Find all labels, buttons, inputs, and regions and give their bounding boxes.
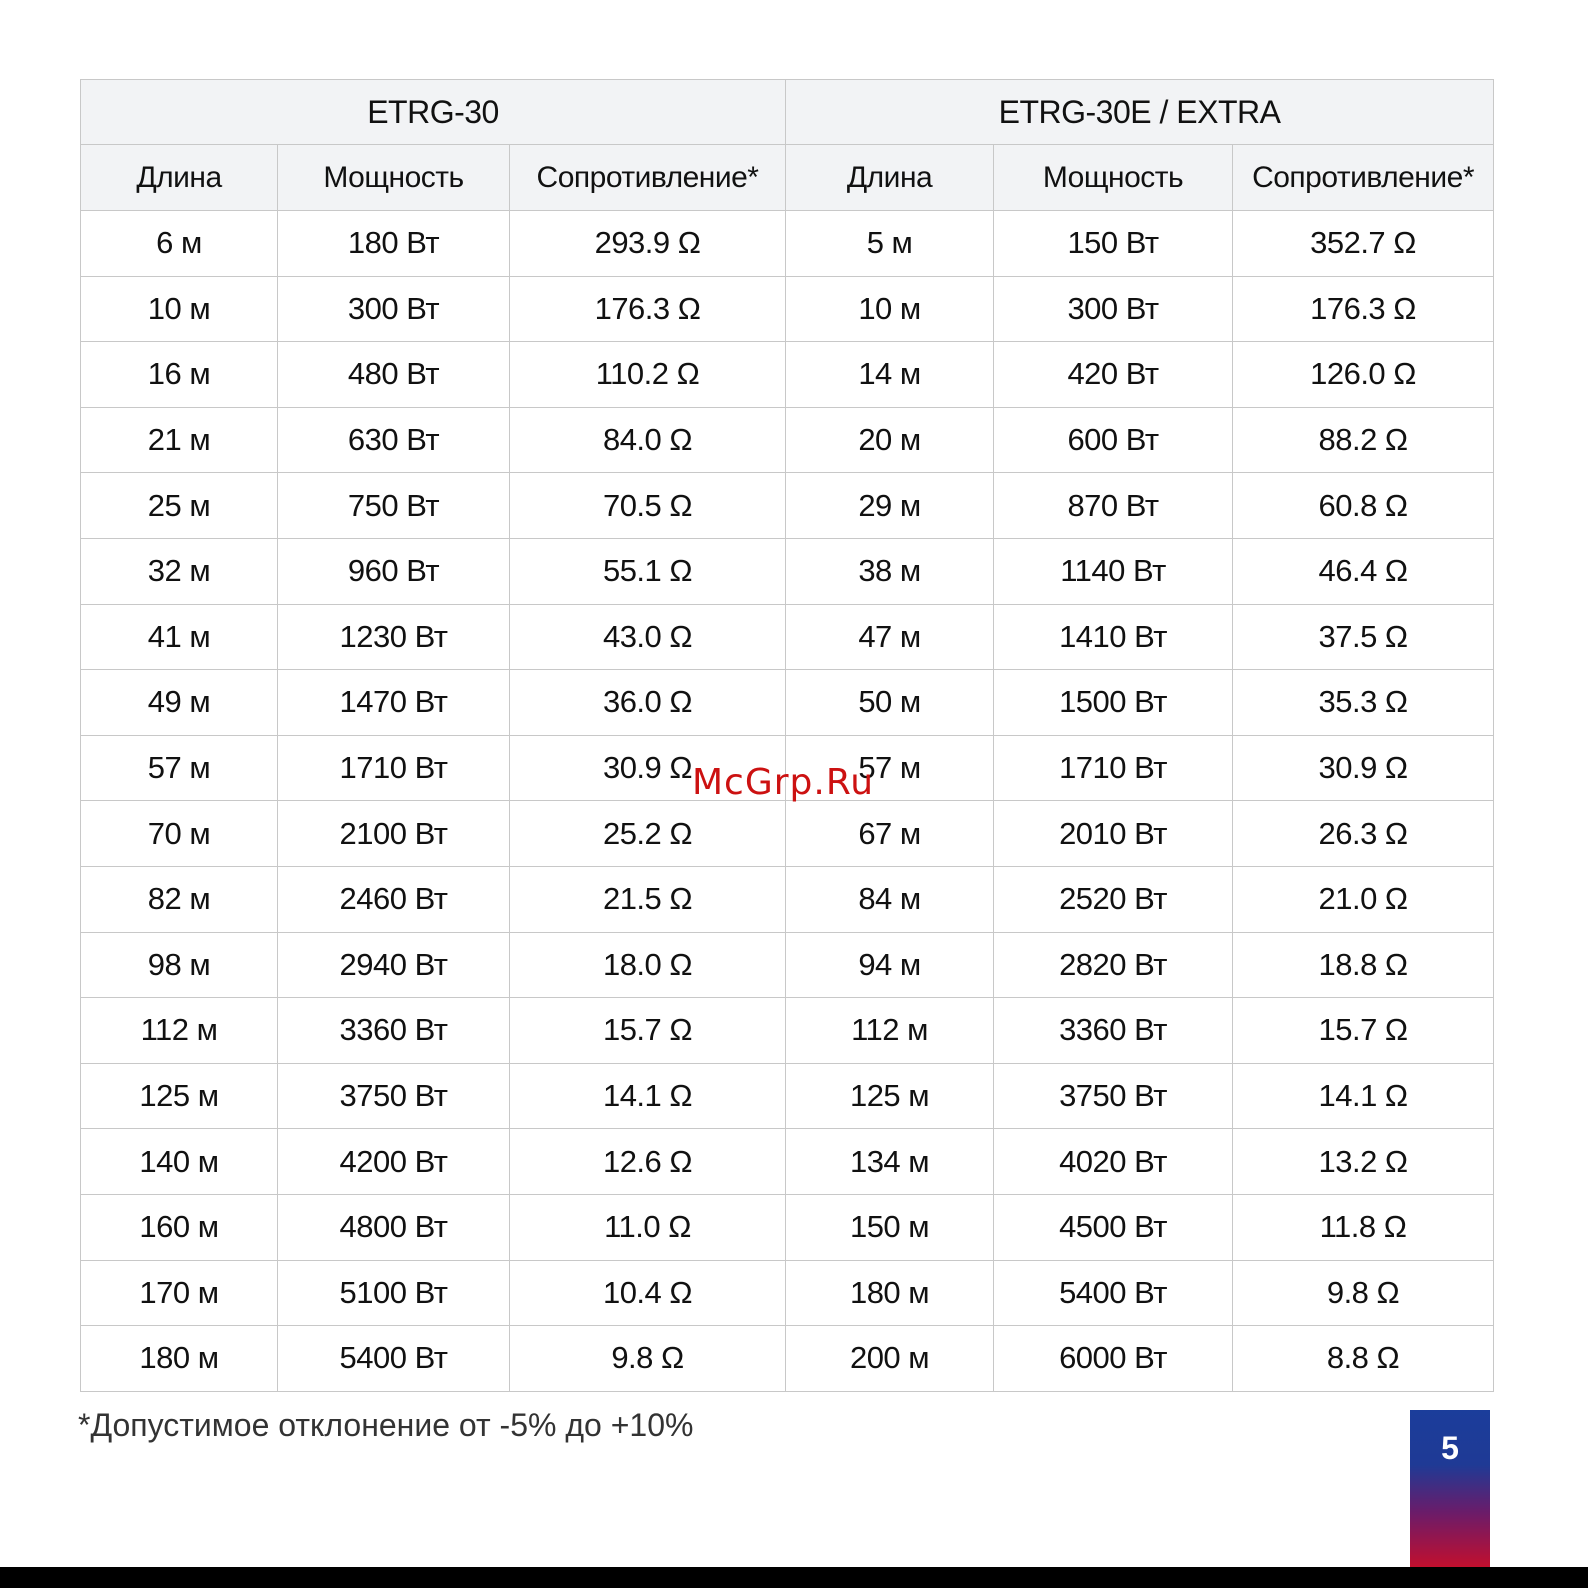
cell-resistance: 9.8 Ω: [510, 1326, 786, 1392]
cell-power: 150 Вт: [994, 211, 1233, 277]
cell-power: 420 Вт: [994, 342, 1233, 408]
cell-power: 630 Вт: [278, 407, 510, 473]
cell-resistance: 11.0 Ω: [510, 1194, 786, 1260]
cell-resistance: 36.0 Ω: [510, 670, 786, 736]
cell-resistance: 21.0 Ω: [1233, 866, 1494, 932]
cell-resistance: 352.7 Ω: [1233, 211, 1494, 277]
cell-length: 57 м: [786, 735, 994, 801]
column-header-length: Длина: [786, 145, 994, 211]
cell-resistance: 14.1 Ω: [510, 1063, 786, 1129]
cell-length: 6 м: [81, 211, 278, 277]
cell-length: 67 м: [786, 801, 994, 867]
table-row: [81, 538, 1494, 604]
cell-power: 870 Вт: [994, 473, 1233, 539]
cell-resistance: 18.0 Ω: [510, 932, 786, 998]
cell-length: 32 м: [81, 538, 278, 604]
table-row: [81, 866, 1494, 932]
cell-resistance: 176.3 Ω: [510, 276, 786, 342]
table-row: [81, 932, 1494, 998]
table-row: [81, 670, 1494, 736]
model-header-etrg30: ETRG-30: [81, 80, 786, 145]
column-header-power: Мощность: [994, 145, 1233, 211]
cell-resistance: 10.4 Ω: [510, 1260, 786, 1326]
footnote: *Допустимое отклонение от -5% до +10%: [78, 1407, 694, 1443]
column-header-resistance: Сопротивление*: [510, 145, 786, 211]
cell-power: 3750 Вт: [994, 1063, 1233, 1129]
cell-resistance: 18.8 Ω: [1233, 932, 1494, 998]
bottom-bar: [0, 1567, 1588, 1588]
watermark: McGrp.Ru: [692, 762, 875, 803]
cell-resistance: 37.5 Ω: [1233, 604, 1494, 670]
cell-power: 4800 Вт: [278, 1194, 510, 1260]
cell-power: 1710 Вт: [278, 735, 510, 801]
cell-length: 180 м: [81, 1326, 278, 1392]
cell-length: 20 м: [786, 407, 994, 473]
cell-power: 2100 Вт: [278, 801, 510, 867]
cell-resistance: 70.5 Ω: [510, 473, 786, 539]
cell-resistance: 126.0 Ω: [1233, 342, 1494, 408]
cell-length: 180 м: [786, 1260, 994, 1326]
cell-power: 4200 Вт: [278, 1129, 510, 1195]
table-row: [81, 342, 1494, 408]
table-row: [81, 473, 1494, 539]
cell-resistance: 43.0 Ω: [510, 604, 786, 670]
table-row: [81, 1326, 1494, 1392]
cell-length: 125 м: [786, 1063, 994, 1129]
column-header-resistance: Сопротивление*: [1233, 145, 1494, 211]
cell-length: 170 м: [81, 1260, 278, 1326]
cell-power: 5400 Вт: [994, 1260, 1233, 1326]
cell-length: 47 м: [786, 604, 994, 670]
cell-length: 98 м: [81, 932, 278, 998]
cell-length: 25 м: [81, 473, 278, 539]
cell-resistance: 26.3 Ω: [1233, 801, 1494, 867]
cell-length: 38 м: [786, 538, 994, 604]
cell-length: 29 м: [786, 473, 994, 539]
cell-power: 2940 Вт: [278, 932, 510, 998]
cell-length: 70 м: [81, 801, 278, 867]
cell-power: 1410 Вт: [994, 604, 1233, 670]
cell-power: 2460 Вт: [278, 866, 510, 932]
table-row: [81, 211, 1494, 277]
table-row: [81, 998, 1494, 1064]
table-row: [81, 276, 1494, 342]
cell-length: 160 м: [81, 1194, 278, 1260]
table-row: [81, 604, 1494, 670]
cell-power: 6000 Вт: [994, 1326, 1233, 1392]
cell-resistance: 11.8 Ω: [1233, 1194, 1494, 1260]
cell-resistance: 25.2 Ω: [510, 801, 786, 867]
cell-resistance: 55.1 Ω: [510, 538, 786, 604]
cell-power: 2820 Вт: [994, 932, 1233, 998]
cell-power: 2520 Вт: [994, 866, 1233, 932]
cell-power: 1470 Вт: [278, 670, 510, 736]
cell-power: 600 Вт: [994, 407, 1233, 473]
cell-resistance: 12.6 Ω: [510, 1129, 786, 1195]
cell-power: 3360 Вт: [278, 998, 510, 1064]
cell-length: 134 м: [786, 1129, 994, 1195]
cell-resistance: 46.4 Ω: [1233, 538, 1494, 604]
cell-resistance: 15.7 Ω: [510, 998, 786, 1064]
cell-power: 480 Вт: [278, 342, 510, 408]
cell-resistance: 88.2 Ω: [1233, 407, 1494, 473]
cell-resistance: 293.9 Ω: [510, 211, 786, 277]
table-row: [81, 1194, 1494, 1260]
cell-resistance: 14.1 Ω: [1233, 1063, 1494, 1129]
cell-length: 50 м: [786, 670, 994, 736]
cell-power: 4500 Вт: [994, 1194, 1233, 1260]
cell-length: 150 м: [786, 1194, 994, 1260]
cell-length: 57 м: [81, 735, 278, 801]
cell-length: 112 м: [786, 998, 994, 1064]
cell-power: 180 Вт: [278, 211, 510, 277]
table-row: [81, 1260, 1494, 1326]
cell-resistance: 21.5 Ω: [510, 866, 786, 932]
table-row: [81, 407, 1494, 473]
cell-power: 5400 Вт: [278, 1326, 510, 1392]
model-header-row: [81, 80, 1494, 145]
cell-length: 84 м: [786, 866, 994, 932]
column-header-power: Мощность: [278, 145, 510, 211]
cell-power: 2010 Вт: [994, 801, 1233, 867]
cell-resistance: 30.9 Ω: [1233, 735, 1494, 801]
cell-resistance: 13.2 Ω: [1233, 1129, 1494, 1195]
cell-length: 21 м: [81, 407, 278, 473]
cell-resistance: 60.8 Ω: [1233, 473, 1494, 539]
cell-power: 4020 Вт: [994, 1129, 1233, 1195]
column-header-length: Длина: [81, 145, 278, 211]
cell-length: 49 м: [81, 670, 278, 736]
cell-resistance: 30.9 Ω: [510, 735, 786, 801]
cell-resistance: 9.8 Ω: [1233, 1260, 1494, 1326]
cell-power: 3360 Вт: [994, 998, 1233, 1064]
cell-power: 1710 Вт: [994, 735, 1233, 801]
column-header-row: [81, 145, 1494, 211]
cell-resistance: 8.8 Ω: [1233, 1326, 1494, 1392]
cell-power: 300 Вт: [278, 276, 510, 342]
cell-length: 112 м: [81, 998, 278, 1064]
cell-power: 750 Вт: [278, 473, 510, 539]
cell-length: 200 м: [786, 1326, 994, 1392]
cell-length: 125 м: [81, 1063, 278, 1129]
cell-resistance: 35.3 Ω: [1233, 670, 1494, 736]
cell-length: 5 м: [786, 211, 994, 277]
spec-table: [80, 79, 1494, 1392]
cell-power: 1500 Вт: [994, 670, 1233, 736]
model-header-etrg30e: ETRG-30E / EXTRA: [786, 80, 1494, 145]
cell-power: 960 Вт: [278, 538, 510, 604]
cell-length: 14 м: [786, 342, 994, 408]
cell-length: 82 м: [81, 866, 278, 932]
cell-power: 5100 Вт: [278, 1260, 510, 1326]
cell-resistance: 84.0 Ω: [510, 407, 786, 473]
cell-power: 1140 Вт: [994, 538, 1233, 604]
cell-power: 300 Вт: [994, 276, 1233, 342]
cell-resistance: 176.3 Ω: [1233, 276, 1494, 342]
cell-resistance: 110.2 Ω: [510, 342, 786, 408]
page-number-badge: 5: [1410, 1410, 1490, 1567]
table-row: [81, 801, 1494, 867]
table-row: [81, 1129, 1494, 1195]
cell-length: 16 м: [81, 342, 278, 408]
cell-length: 10 м: [786, 276, 994, 342]
cell-power: 3750 Вт: [278, 1063, 510, 1129]
cell-length: 41 м: [81, 604, 278, 670]
cell-length: 94 м: [786, 932, 994, 998]
table-row: [81, 1063, 1494, 1129]
cell-power: 1230 Вт: [278, 604, 510, 670]
cell-length: 140 м: [81, 1129, 278, 1195]
cell-length: 10 м: [81, 276, 278, 342]
cell-resistance: 15.7 Ω: [1233, 998, 1494, 1064]
